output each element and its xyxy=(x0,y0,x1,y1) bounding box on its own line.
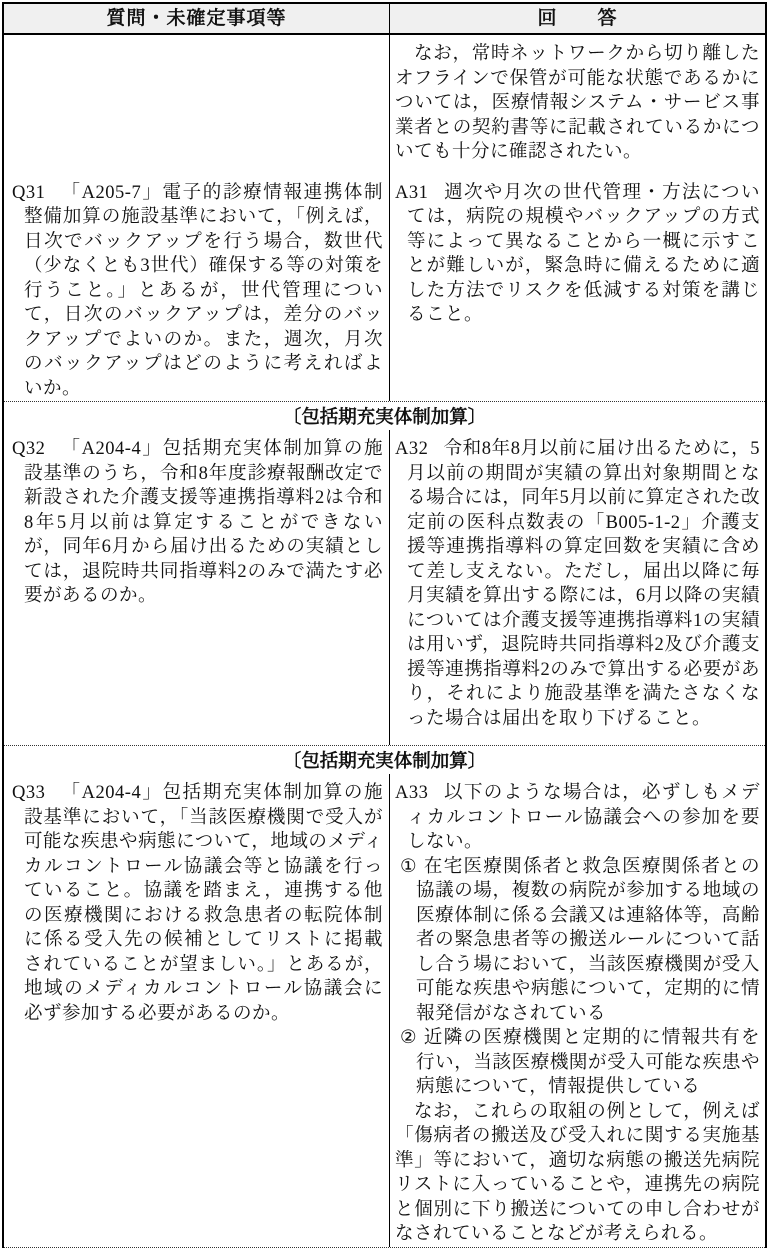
question-cell-empty xyxy=(4,35,389,174)
question-text-q31: 「A205-7」電子的診療情報連携体制整備加算の施設基準において，「例えば，日次でバックアップを行う場合，数世代（少なくとも3世代）確保する等の対策を行うこと。」とあるが，世代管理について，日次のバックアップは，差分のバックアップでよいのか。また，週次，月次のバックアップはどのように考えればよいか。 xyxy=(24,182,383,399)
table-header-row xyxy=(4,4,765,35)
question-paragraph-q32 xyxy=(12,437,383,609)
answer-list-item-1 xyxy=(400,855,760,1027)
answer-label-a32: A32 xyxy=(395,439,429,459)
item-text-1: 在宅医療関係者と救急医療関係者との協議の場，複数の病院が参加する地域の医療体制に係る会議又は連絡体等，高齢者の緊急患者等の搬送ルールについて話し合う場において，当該医療機関が受入可能な疾患や病態について，定期的に情報発信がなされている xyxy=(416,856,760,1024)
column-header-question: 質問・未確定事項等 xyxy=(106,8,287,29)
answer-cell-a31 xyxy=(389,174,765,402)
column-header-answer: 回 答 xyxy=(389,4,765,33)
question-paragraph-q31 xyxy=(12,181,383,402)
question-cell-q32 xyxy=(4,430,389,745)
answer-continuation-paragraph: なお，常時ネットワークから切り離したオフラインで保管が可能な状態であるかについては，医療情報システム・サービス事業者との契約書等に記載されているかについても十分に確認されたい。 xyxy=(395,44,760,162)
answer-text-a31: 週次や月次の世代管理・方法については，病院の規模やバックアップの方式等によって異なることから一概に示すことが難しいが，緊急時に備えるために適した方法でリスクを低減する対策を講じること。 xyxy=(407,182,760,325)
answer-text-a32: 令和8年8月以前に届け出るために，5月以前の期間が実績の算出対象期間となる場合には，同年5月以前に算定された改定前の医科点数表の「B005-1-2」介護支援等連携指導料の算定回数を実績に含めて差し支えない。ただし，届出以降に毎月実績を算出する際には，6月以降の実績については介護支援等連携指導料1の実績は用いず，退院時共同指導料2及び介護支援等連携指導料2のみで算出する必要があり，それにより施設基準を満たさなくなった場合は届出を取り下げること。 xyxy=(407,439,760,729)
answer-paragraph-a32 xyxy=(395,437,760,731)
answer-list-item-2 xyxy=(400,1026,760,1100)
answer-cell-a33 xyxy=(389,774,765,1247)
section-header-hokatsuki-1 xyxy=(4,401,765,430)
question-label-q33: Q33 xyxy=(12,783,46,803)
answer-label-a33: A33 xyxy=(395,783,429,803)
answer-label-a31: A31 xyxy=(395,182,429,203)
section-title: 〔包括期充実体制加算〕 xyxy=(282,406,487,427)
section-title: 〔包括期充実体制加算〕 xyxy=(282,750,487,771)
question-cell-q33 xyxy=(4,774,389,1247)
answer-note-paragraph: なお，これらの取組の例として，例えば「傷病者の搬送及び受入れに関する実施基準」等において，適切な病態の搬送先病院リストに入っていることや，連携先の病院と個別に下り搬送についての申し合わせがなされていることなどが考えられる。 xyxy=(395,1101,760,1244)
row-q31 xyxy=(4,35,765,401)
section-header-hokatsuki-2 xyxy=(4,745,765,774)
answer-cell-continuation xyxy=(389,35,765,174)
row-q32 xyxy=(4,430,765,745)
question-cell-q31 xyxy=(4,174,389,402)
question-label-q32: Q32 xyxy=(12,439,46,459)
question-label-q31: Q31 xyxy=(12,182,46,203)
question-paragraph-q33 xyxy=(12,781,383,1026)
item-text-2: 近隣の医療機関と定期的に情報共有を行い，当該医療機関が受入可能な疾患や病態について，情報提供している xyxy=(416,1028,760,1097)
item-number-2: ② xyxy=(400,1028,418,1048)
answer-cell-a32 xyxy=(389,430,765,745)
answer-paragraph-a31 xyxy=(395,181,760,328)
qa-table xyxy=(2,2,767,1248)
item-number-1: ① xyxy=(400,856,418,877)
question-text-q33: 「A204-4」包括期充実体制加算の施設基準において，「当該医療機関で受入が可能な疾患や病態について，地域のメディカルコントロール協議会等と協議を行っていること。協議を踏まえ，連携する他の医療機関における救急患者の転院体制に係る受入先の候補としてリストに掲載されていることが望ましい。」とあるが，地域のメディカルコントロール協議会に必ず参加する必要があるのか。 xyxy=(24,783,383,1024)
row-q33 xyxy=(4,774,765,1248)
answer-paragraph-a33 xyxy=(395,781,760,855)
answer-text-a33: 以下のような場合は，必ずしもメディカルコントロール協議会への参加を要しない。 xyxy=(407,783,760,852)
question-text-q32: 「A204-4」包括期充実体制加算の施設基準のうち，令和8年度診療報酬改定で新設された介護支援等連携指導料2は令和8年5月以前は算定することができないが，同年6月から届け出るための実績としては，退院時共同指導料2のみで満たす必要があるのか。 xyxy=(24,439,383,606)
